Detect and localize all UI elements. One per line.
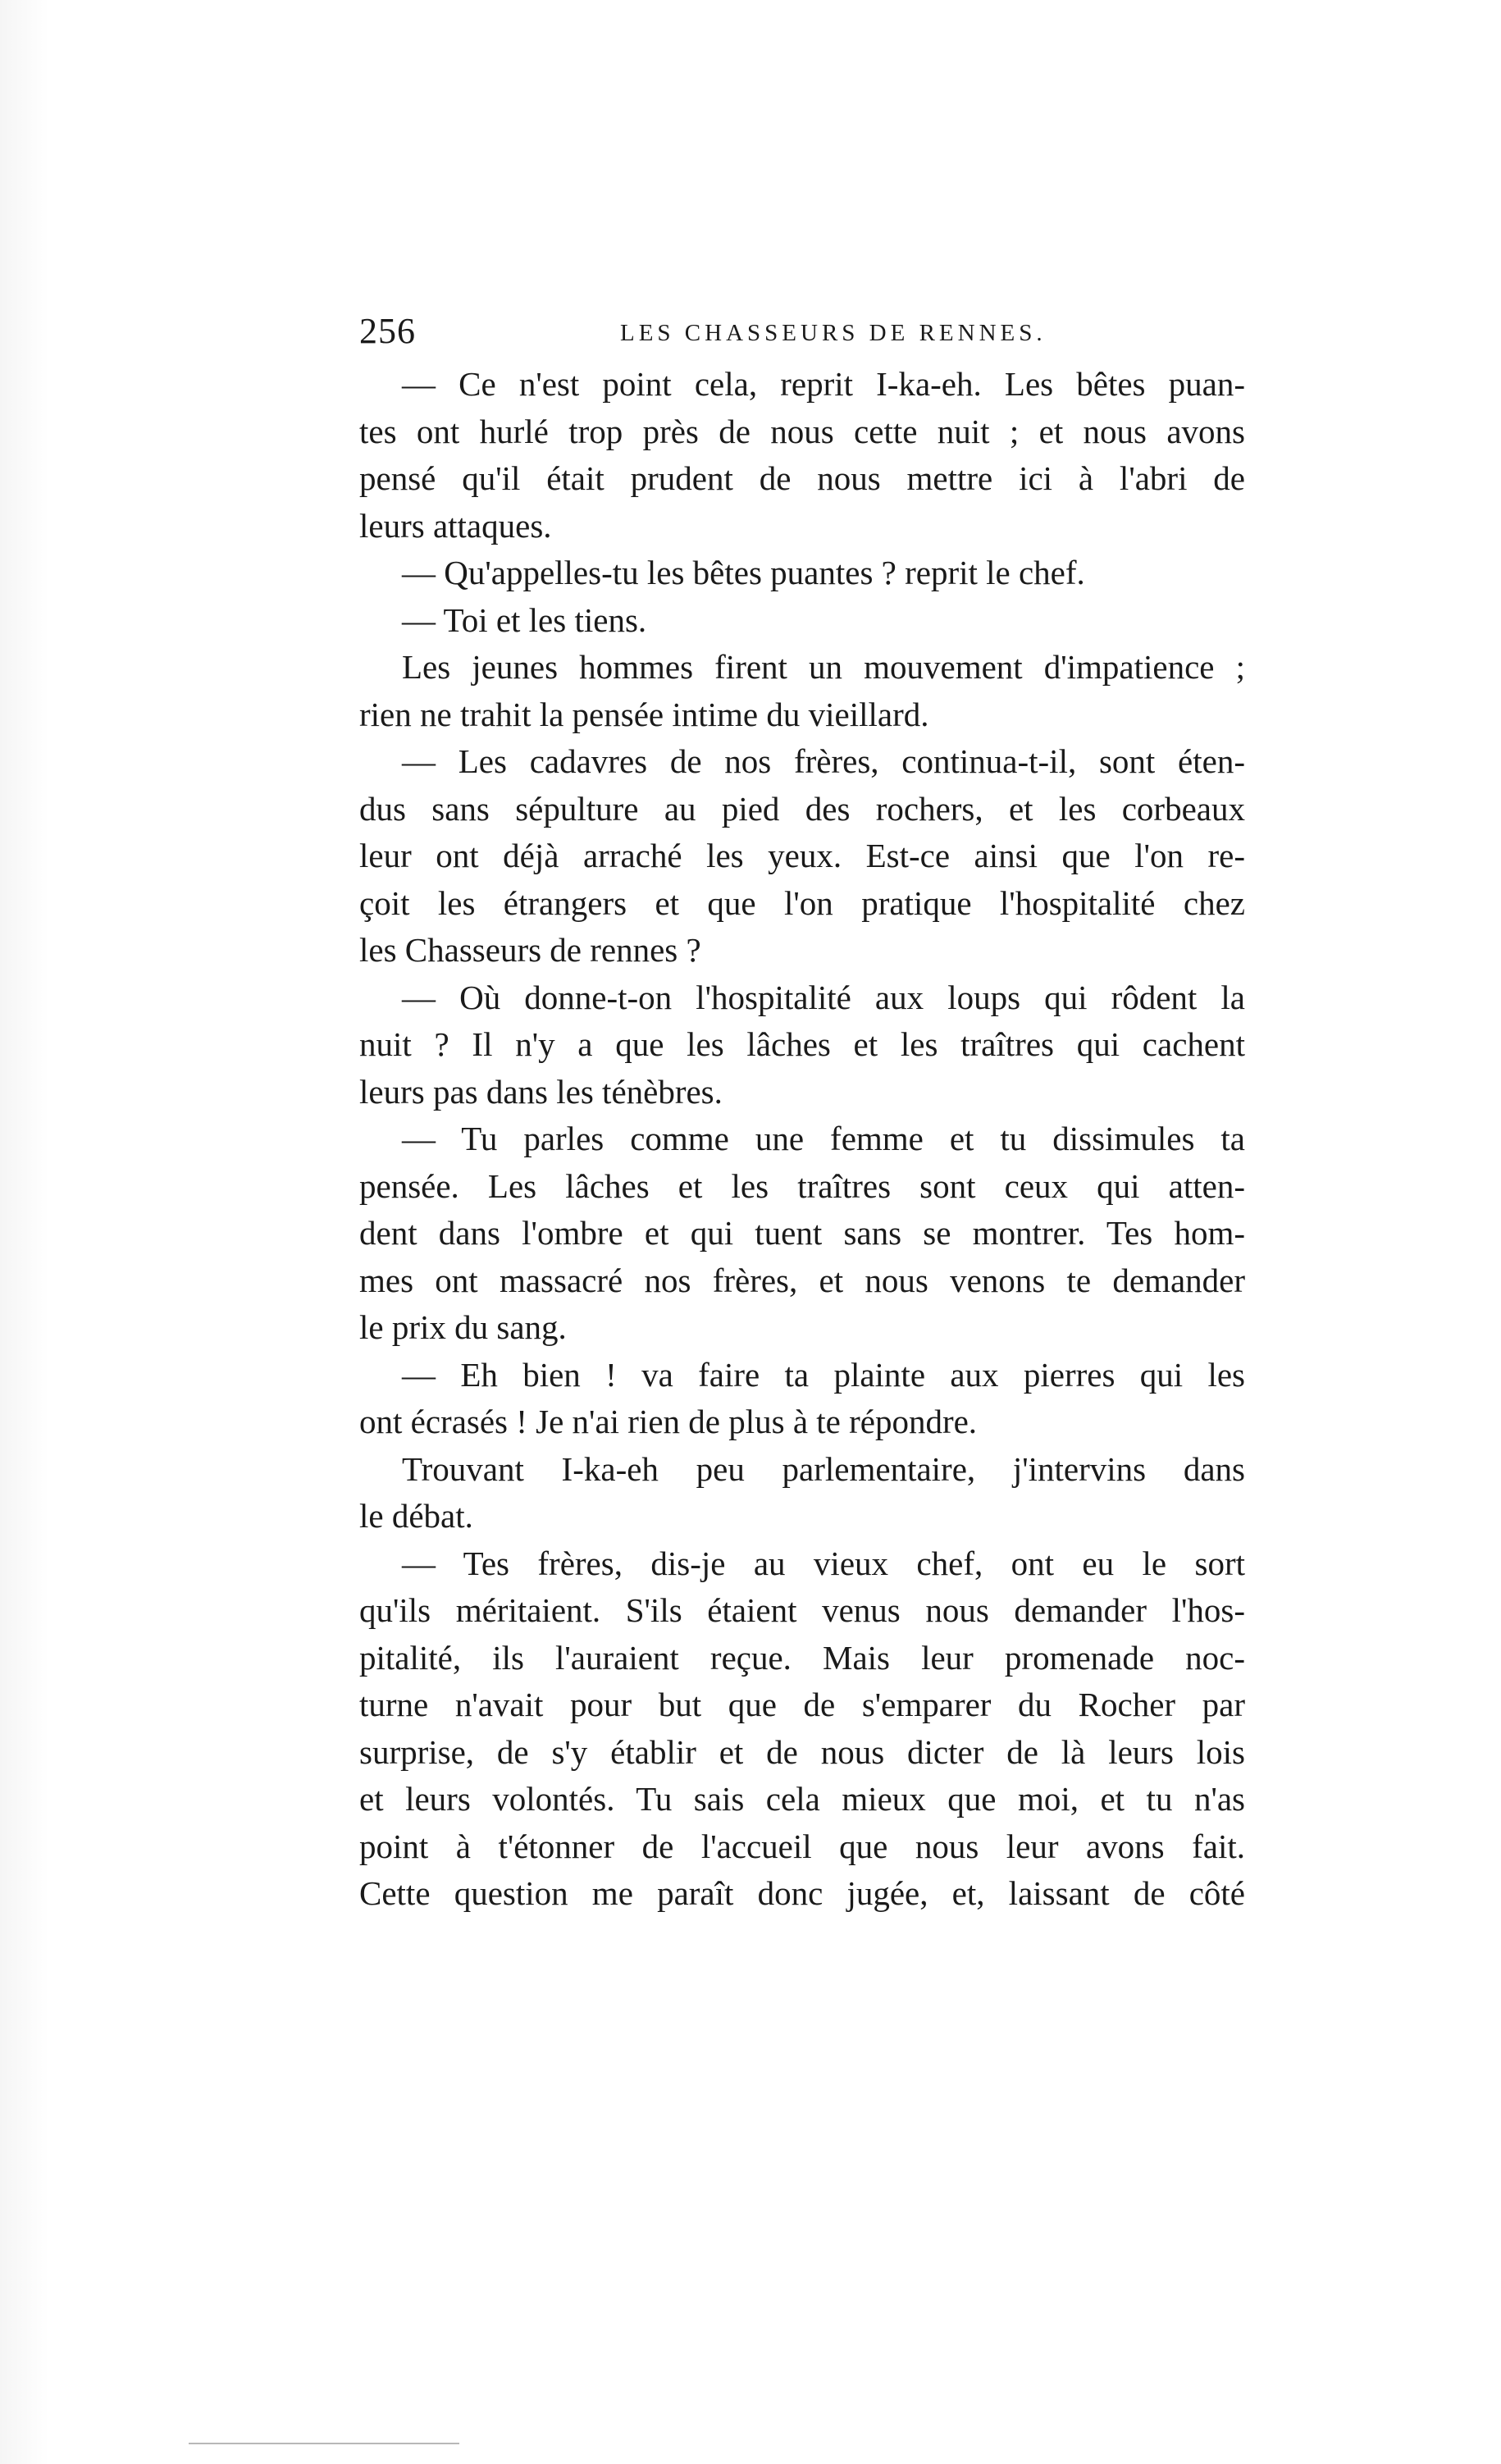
text-line: Les jeunes hommes firent un mouvement d'impatience ; xyxy=(402,648,1245,686)
text-line: les Chasseurs de rennes ? xyxy=(359,931,701,969)
text-line: — Où donne-t-on l'hospitalité aux loups qui rôdent la xyxy=(402,978,1245,1016)
text-line: pitalité, ils l'auraient reçue. Mais leur promenade noc- xyxy=(359,1638,1245,1677)
text-line: — Toi et les tiens. xyxy=(402,600,647,639)
text-line: rien ne trahit la pensée intime du vieillard. xyxy=(359,695,929,733)
page-number: 256 xyxy=(359,311,416,351)
text-line: point à t'étonner de l'accueil que nous leur avons fait. xyxy=(359,1827,1245,1865)
text-line: nuit ? Il n'y a que les lâches et les traîtres qui cachent xyxy=(359,1025,1245,1063)
text-line: — Tu parles comme une femme et tu dissimules ta xyxy=(402,1120,1245,1157)
text-line: tes ont hurlé trop près de nous cette nuit ; et nous avons xyxy=(359,412,1245,450)
text-line: leur ont déjà arraché les yeux. Est-ce ainsi que l'on re- xyxy=(359,837,1245,874)
text-line: turne n'avait pour but que de s'emparer du Rocher par xyxy=(359,1686,1245,1723)
bottom-rule xyxy=(189,2443,459,2444)
text-line: çoit les étrangers et que l'on pratique l'hospitalité chez xyxy=(359,883,1245,922)
text-line: — Qu'appelles-tu les bêtes puantes ? reprit le chef. xyxy=(402,554,1085,591)
text-line: — Eh bien ! va faire ta plainte aux pierres qui les xyxy=(402,1355,1245,1394)
text-line: leurs pas dans les ténèbres. xyxy=(359,1072,723,1111)
running-title: LES CHASSEURS DE RENNES. xyxy=(620,320,1047,346)
scan-edge-shadow xyxy=(0,0,49,2464)
text-line: mes ont massacré nos frères, et nous venons te demander xyxy=(359,1261,1245,1299)
body-text xyxy=(359,361,1245,1918)
text-line: le débat. xyxy=(359,1497,473,1535)
text-line: Cette question me paraît donc jugée, et, laissant de côté xyxy=(359,1874,1245,1912)
text-line: — Les cadavres de nos frères, continua-t-il, sont éten- xyxy=(402,742,1245,780)
text-line: pensé qu'il était prudent de nous mettre ici à l'abri de xyxy=(359,459,1245,497)
text-line: ont écrasés ! Je n'ai rien de plus à te répondre. xyxy=(359,1403,978,1440)
text-line: pensée. Les lâches et les traîtres sont ceux qui atten- xyxy=(359,1166,1245,1205)
text-line: dent dans l'ombre et qui tuent sans se montrer. Tes hom- xyxy=(359,1214,1245,1252)
text-line: qu'ils méritaient. S'ils étaient venus nous demander l'hos- xyxy=(359,1591,1245,1629)
text-line: surprise, de s'y établir et de nous dicter de là leurs lois xyxy=(359,1732,1245,1771)
text-line: leurs attaques. xyxy=(359,506,552,545)
text-line: — Tes frères, dis-je au vieux chef, ont eu le sort xyxy=(402,1544,1245,1582)
text-line: le prix du sang. xyxy=(359,1308,567,1346)
text-line: Trouvant I-ka-eh peu parlementaire, j'intervins dans xyxy=(402,1449,1245,1488)
text-line: et leurs volontés. Tu sais cela mieux que moi, et tu n'as xyxy=(359,1780,1245,1818)
page-header xyxy=(359,310,1245,359)
text-line: dus sans sépulture au pied des rochers, et les corbeaux xyxy=(359,789,1245,828)
text-line: — Ce n'est point cela, reprit I-ka-eh. Les bêtes puan- xyxy=(402,365,1245,403)
